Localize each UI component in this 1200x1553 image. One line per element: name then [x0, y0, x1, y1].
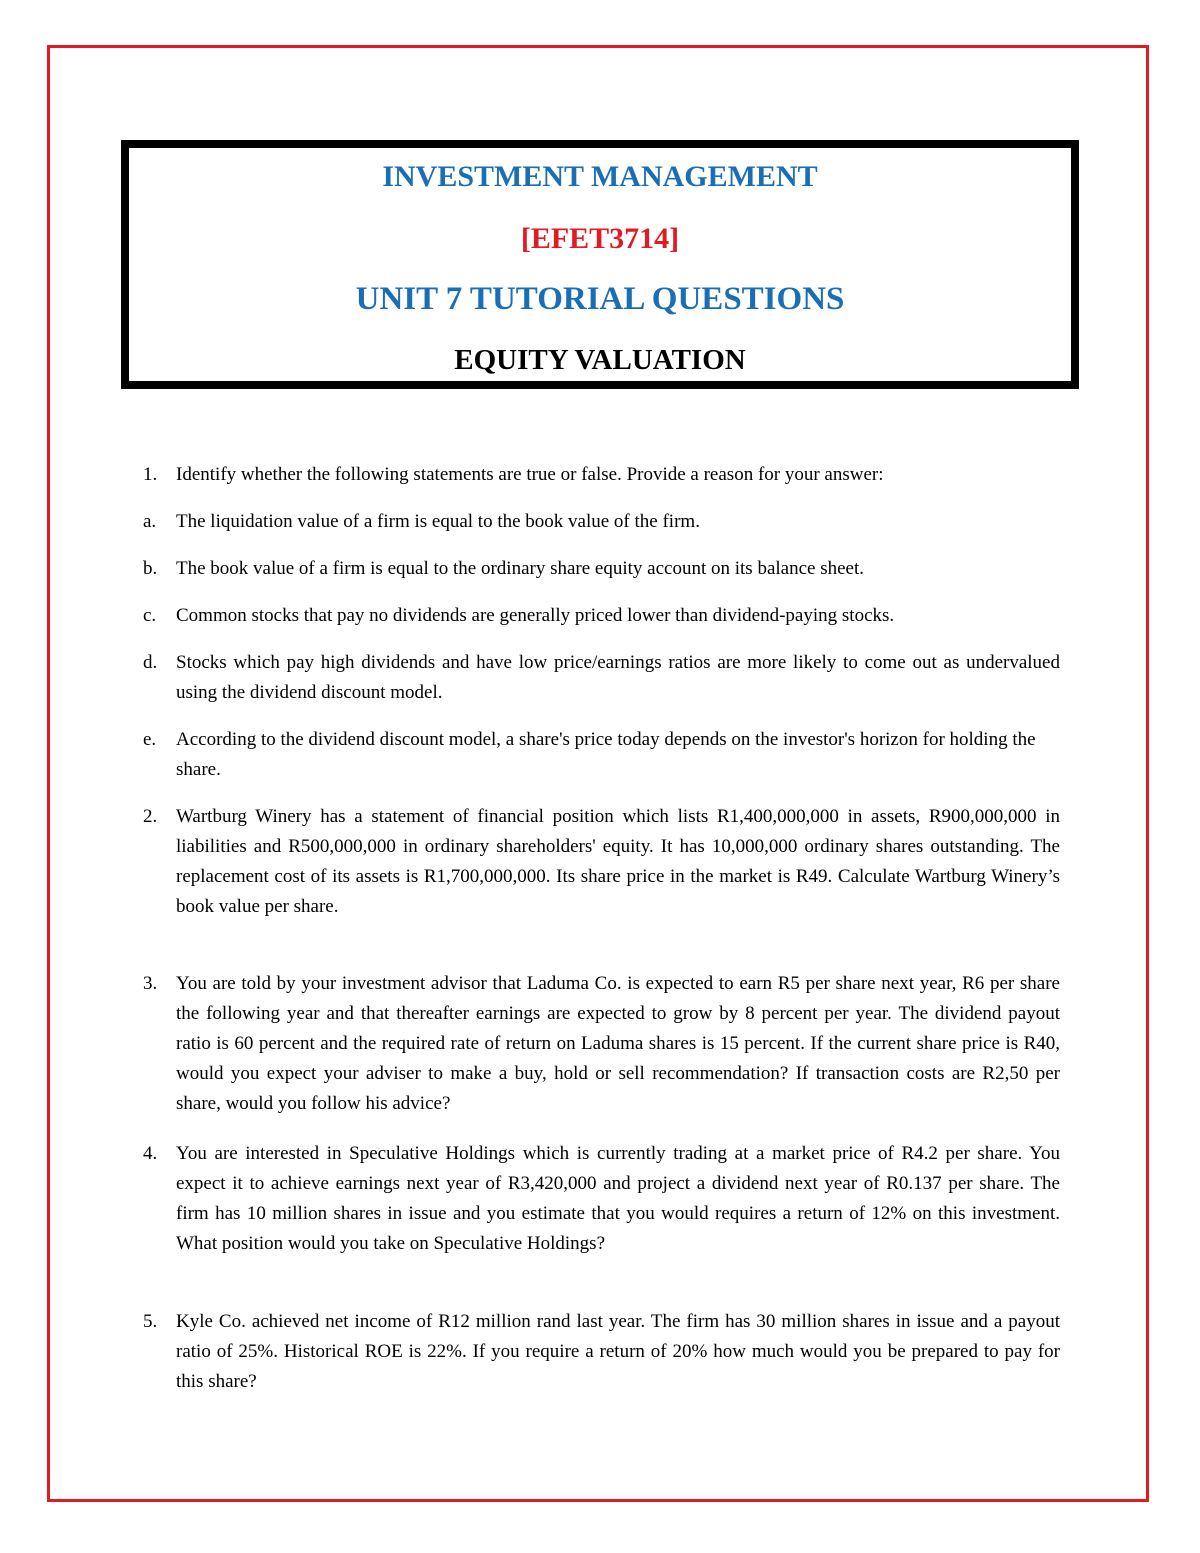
question-number: c. — [143, 605, 157, 626]
question-text: The liquidation value of a firm is equal to the book value of the firm. — [176, 511, 700, 532]
topic-title: EQUITY VALUATION — [454, 344, 746, 376]
question-text: Wartburg Winery has a statement of financial position which lists R1,400,000,000 in assets, R900,000,000 in liabilities and R500,000,000 in ordinary shareholders' equity. It has 10,000,000 ordinary shares outstanding. The replacement cost of its assets is R1,700,000,000. Its share price in the market is R49. Calculate Wartburg Winery’s book value per share. — [176, 806, 1060, 917]
question-number: 1. — [143, 464, 158, 485]
question-list — [143, 460, 1060, 1397]
question-item — [143, 648, 1060, 708]
question-item — [143, 1139, 1060, 1259]
question-item — [143, 601, 1060, 631]
course-code: [EFET3714] — [520, 222, 680, 255]
question-number: 5. — [143, 1311, 158, 1332]
question-text: You are interested in Speculative Holdings which is currently trading at a market price of R4.2 per share. You expect it to achieve earnings next year of R3,420,000 and project a dividend next year of R0.137 per share. The firm has 10 million shares in issue and you estimate that you would requires a return of 12% on this investment. What position would you take on Speculative Holdings? — [176, 1143, 1060, 1254]
question-item — [143, 725, 1060, 785]
question-number: 4. — [143, 1143, 158, 1164]
question-item — [143, 802, 1060, 922]
question-text: According to the dividend discount model, a share's price today depends on the investor's horizon for holding the share. — [176, 729, 1036, 780]
question-number: b. — [143, 558, 158, 579]
question-text: Kyle Co. achieved net income of R12 million rand last year. The firm has 30 million shares in issue and a payout ratio of 25%. Historical ROE is 22%. If you require a return of 20% how much would you be prepared to pay for this share? — [176, 1311, 1060, 1392]
question-text: Common stocks that pay no dividends are generally priced lower than dividend-paying stocks. — [176, 605, 895, 626]
question-number: d. — [143, 652, 158, 673]
question-item — [143, 507, 1060, 537]
question-text: Identify whether the following statements are true or false. Provide a reason for your answer: — [176, 464, 884, 485]
question-item — [143, 554, 1060, 584]
question-text: Stocks which pay high dividends and have low price/earnings ratios are more likely to come out as undervalued using the dividend discount model. — [176, 652, 1060, 703]
question-text: You are told by your investment advisor that Laduma Co. is expected to earn R5 per share next year, R6 per share the following year and that thereafter earnings are expected to grow by 8 percent per year. The dividend payout ratio is 60 percent and the required rate of return on Laduma shares is 15 percent. If the current share price is R40, would you expect your adviser to make a buy, hold or sell recommendation? If transaction costs are R2,50 per share, would you follow his advice? — [176, 973, 1060, 1114]
question-item — [143, 460, 1060, 490]
question-number: 3. — [143, 973, 158, 994]
course-title: INVESTMENT MANAGEMENT — [382, 160, 818, 193]
question-item — [143, 1307, 1060, 1397]
question-number: a. — [143, 511, 157, 532]
question-item — [143, 969, 1060, 1119]
question-number: e. — [143, 729, 157, 750]
question-number: 2. — [143, 806, 158, 827]
question-text: The book value of a firm is equal to the ordinary share equity account on its balance sheet. — [176, 558, 864, 579]
title-box — [121, 140, 1079, 389]
unit-title: UNIT 7 TUTORIAL QUESTIONS — [355, 281, 845, 317]
